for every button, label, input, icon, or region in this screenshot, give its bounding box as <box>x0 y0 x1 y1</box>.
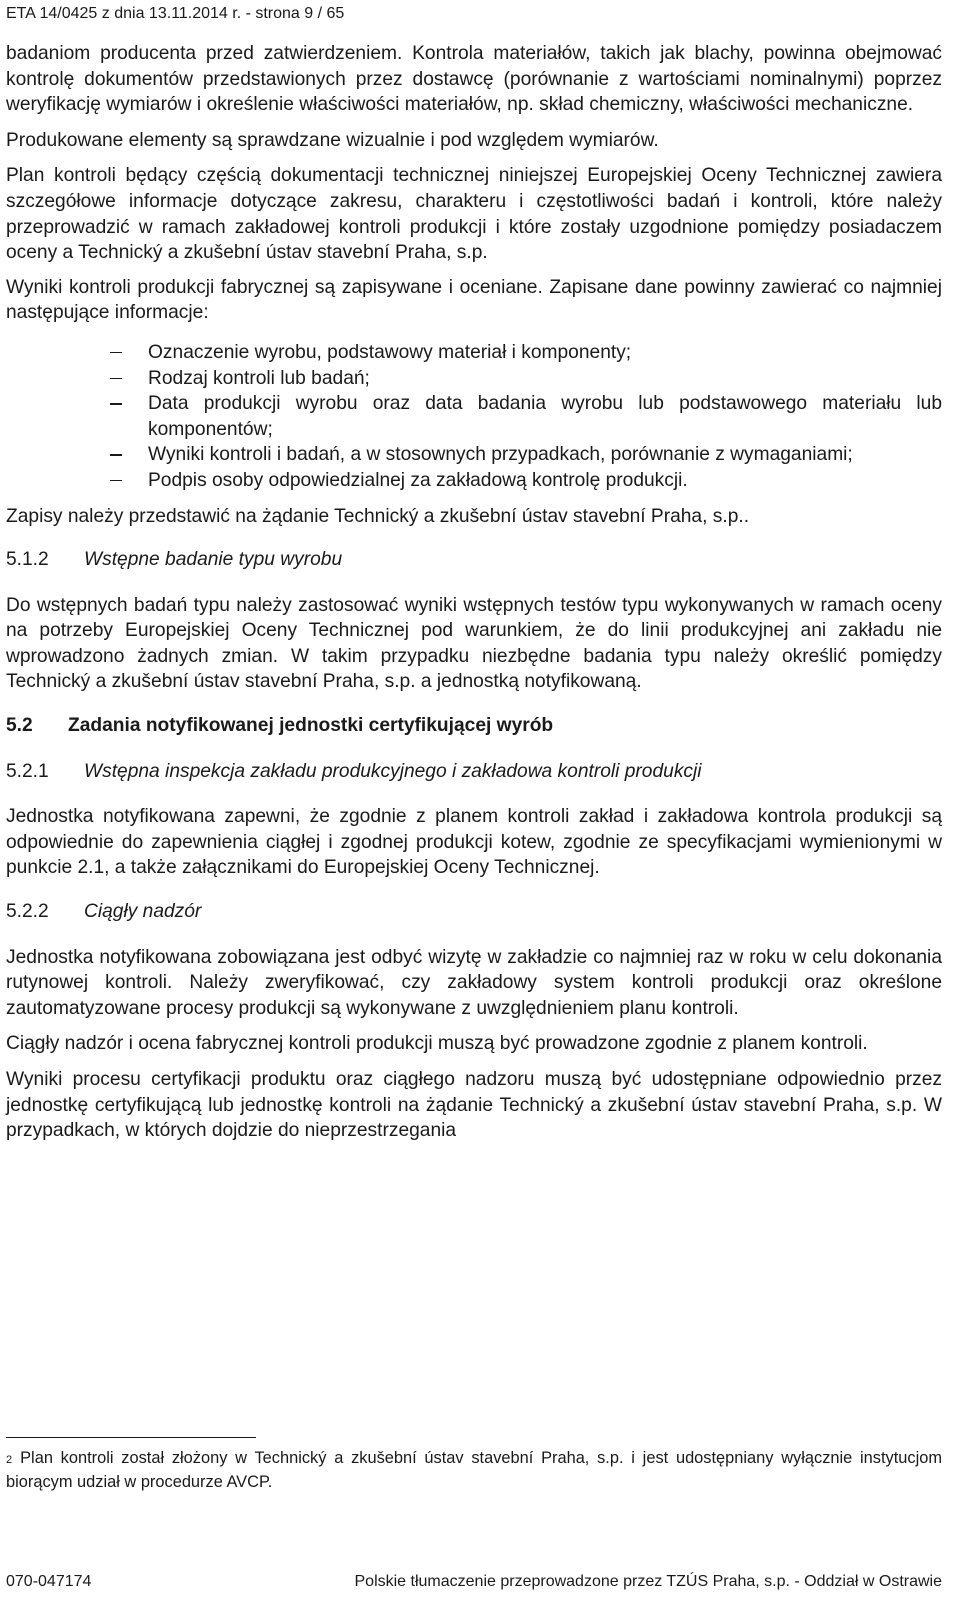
section-number: 5.2.2 <box>6 901 49 923</box>
section-heading-5-1-2 <box>6 547 942 573</box>
document-number: 070-047174 <box>6 1573 92 1590</box>
dash-bullet <box>110 454 122 456</box>
paragraph-surveillance-visit: Jednostka notyfikowana zobowiązana jest odbyć wizytę w zakładzie co najmniej raz w roku w celu dokonania rutynowej kontroli. Należy zweryfikować, czy zakładowy system kontroli produkcji oraz określone zautomatyzowane procesy produkcji są wykonywane z uwzględnieniem planu kontroli. <box>6 946 942 1019</box>
dash-bullet <box>110 352 122 354</box>
section-number: 5.2.1 <box>6 760 49 782</box>
section-number: 5.1.2 <box>6 549 49 571</box>
list-item <box>6 340 942 366</box>
footnote-text: Plan kontroli został złożony w Technický a zkušební ústav stavební Praha, s.p. i jest udostępniany wyłącznie instytucjom biorącym udział w procedurze AVCP. <box>6 1449 942 1491</box>
section-heading-5-2 <box>6 713 942 739</box>
paragraph-records-request: Zapisy należy przedstawić na żądanie Technický a zkušební ústav stavební Praha, s.p.. <box>6 505 750 527</box>
paragraph-control-plan: Plan kontroli będący częścią dokumentacji technicznej niniejszej Europejskiej Oceny Technicznej zawiera szczegółowe informacje dotyczące zakresu, charakteru i częstotliwości badań i kontroli, które należy przeprowadzić w ramach zakładowej kontroli produkcji i które zostały uzgodnione pomiędzy posiadaczem oceny a Technický a zkušební ústav stavební Praha, s.p. <box>6 165 942 264</box>
section-heading-5-2-2 <box>6 899 942 925</box>
translation-note: Polskie tłumaczenie przeprowadzone przez TZÚS Praha, s.p. - Oddział w Ostrawie <box>354 1573 942 1590</box>
list-item-text: Wyniki kontroli i badań, a w stosownych przypadkach, porównanie z wymaganiami; <box>148 444 853 466</box>
paragraph-initial-inspection: Jednostka notyfikowana zapewni, że zgodnie z planem kontroli zakład i zakładowa kontrola produkcji są odpowiednie do zapewnienia ciągłej i zgodnej produkcji kotew, zgodnie ze specyfikacjami wymienionymi w punkcie 2.1, a także załącznikami do Europejskiej Oceny Technicznej. <box>6 806 942 879</box>
section-title: Ciągły nadzór <box>84 901 202 923</box>
paragraph-records: Wyniki kontroli produkcji fabrycznej są zapisywane i oceniane. Zapisane dane powinny zawierać co najmniej następujące informacje: <box>6 276 942 324</box>
list-item-text: Oznaczenie wyrobu, podstawowy materiał i komponenty; <box>148 341 632 363</box>
list-item <box>6 366 942 392</box>
list-item-text: Rodzaj kontroli lub badań; <box>148 367 370 389</box>
paragraph-visual-inspection: Produkowane elementy są sprawdzane wizualnie i pod względem wymiarów. <box>6 129 659 151</box>
list-item <box>6 442 942 468</box>
page-header: ETA 14/0425 z dnia 13.11.2014 r. - strona 9 / 65 <box>6 5 345 22</box>
paragraph-initial-type-testing: Do wstępnych badań typu należy zastosować wyniki wstępnych testów typu wykonywanych w ramach oceny na potrzeby Europejskiej Oceny Technicznej pod warunkiem, że do linii produkcyjnej ani zakładu nie wprowadzono żadnych zmian. W takim przypadku niezbędne badania typu należy określić pomiędzy Technický a zkušební ústav stavební Praha, s.p. a jednostką notyfikowaną. <box>6 594 942 693</box>
dash-bullet <box>110 378 122 380</box>
list-item-text: Podpis osoby odpowiedzialnej za zakładową kontrolę produkcji. <box>148 469 688 491</box>
list-item-text: Data produkcji wyrobu oraz data badania wyrobu lub podstawowego materiału lub komponentów; <box>148 393 942 440</box>
footnote-separator <box>6 1437 256 1438</box>
list-item <box>6 391 942 442</box>
paragraph-surveillance-assessment: Ciągły nadzór i ocena fabrycznej kontroli produkcji muszą być prowadzone zgodnie z planem kontroli. <box>6 1033 868 1055</box>
section-number: 5.2 <box>6 715 33 737</box>
section-title: Zadania notyfikowanej jednostki certyfikującej wyrób <box>68 715 554 737</box>
footnote <box>6 1446 942 1494</box>
dash-bullet <box>110 480 122 482</box>
records-list <box>6 340 942 494</box>
paragraph-material-control: badaniom producenta przed zatwierdzeniem. Kontrola materiałów, takich jak blachy, powinna obejmować kontrolę dokumentów przedstawionych przez dostawcę (porównanie z wartościami nominalnymi) poprzez weryfikację wymiarów i określenie właściwości materiałów, np. skład chemiczny, właściwości mechaniczne. <box>6 43 942 116</box>
section-title: Wstępne badanie typu wyrobu <box>84 549 343 571</box>
paragraph-certification-results: Wyniki procesu certyfikacji produktu oraz ciągłego nadzoru muszą być udostępniane odpowiednio przez jednostkę certyfikującą lub jednostkę kontroli na żądanie Technický a zkušební ústav stavební Praha, s.p. W przypadkach, w których dojdzie do nieprzestrzegania <box>6 1069 942 1142</box>
document-body <box>6 41 942 1154</box>
section-title: Wstępna inspekcja zakładu produkcyjnego i zakładowa kontroli produkcji <box>84 760 702 782</box>
dash-bullet <box>110 403 122 405</box>
footnote-marker: 2 <box>6 1454 13 1466</box>
list-item <box>6 468 942 494</box>
section-heading-5-2-1 <box>6 759 942 785</box>
